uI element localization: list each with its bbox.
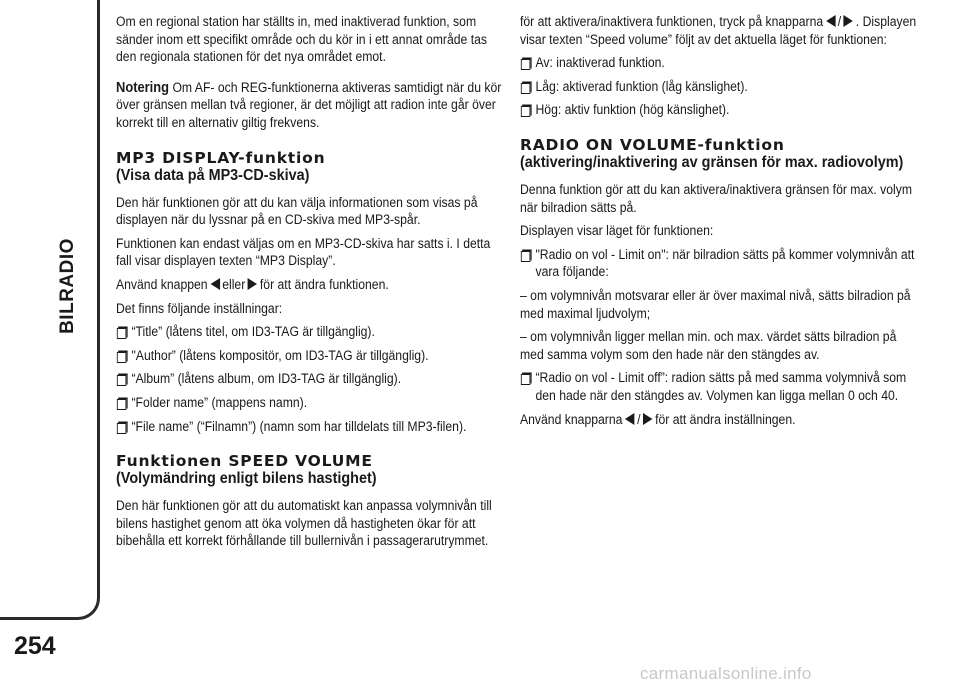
list-item: Hög: aktiv funktion (hög känslighet). <box>520 102 919 120</box>
checkbox-bullet-icon <box>521 374 530 385</box>
mp3-heading: MP3 DISPLAY-funktion <box>116 148 326 167</box>
mp3-subheading: (Visa data på MP3-CD-skiva) <box>116 166 310 184</box>
speed-volume-heading: Funktionen SPEED VOLUME <box>116 452 373 471</box>
radio-on-volume-heading: RADIO ON VOLUME-funktion <box>520 135 785 154</box>
checkbox-bullet-icon <box>521 59 530 70</box>
list-item: “File name” (“Filnamn”) (namn som har tilldelats till MP3-filen). <box>116 419 505 437</box>
arrow-right-icon <box>248 278 257 290</box>
checkbox-bullet-icon <box>117 352 126 363</box>
radio-on-volume-subheading: (aktivering/inaktivering av gränsen för max. radiovolym) <box>520 153 904 171</box>
checkbox-bullet-icon <box>117 423 126 434</box>
list-item: Av: inaktiverad funktion. <box>520 55 919 73</box>
list-item: “Album” (låtens album, om ID3-TAG är tillgänglig). <box>116 371 505 389</box>
mp3-paragraph-2: Funktionen kan endast väljas om en MP3-CD-skiva har satts i. I detta fall visar displayen texten “MP3 Display”. <box>116 235 491 270</box>
checkbox-bullet-icon <box>117 328 126 339</box>
mp3-paragraph-1: Den här funktionen gör att du kan välja informationen som visas på displayen när du lyssnar på en CD-skiva med MP3-spår. <box>116 194 478 229</box>
list-item: "Author” (låtens kompositör, om ID3-TAG är tillgänglig). <box>116 348 505 366</box>
radio-on-volume-dash-2: – om volymnivån ligger mellan min. och max. värdet sätts bilradion på med samma volym som den hade när den stängdes av. <box>520 329 897 363</box>
checkbox-bullet-icon <box>117 399 126 410</box>
mp3-paragraph-3: Använd knappen eller för att ändra funktionen. <box>116 276 389 293</box>
note-text: Om AF- och REG-funktionerna aktiveras samtidigt när du kör över gränsen mellan två regioner, är det möjligt att radion inte går över korrekt till en alternativ giltig frekvens. <box>116 79 502 131</box>
list-item: “Radio on vol - Limit off”: radion sätts på med samma volymnivå som den hade när den stängdes av. Volymen kan ligga mellan 0 och 40. <box>520 370 919 405</box>
radio-on-volume-paragraph-1: Denna funktion gör att du kan aktivera/inaktivera gränsen för max. volym när bilradion sätts på. <box>520 181 912 216</box>
right-column <box>520 14 920 435</box>
left-column <box>116 14 506 557</box>
list-item: “Folder name” (mappens namn). <box>116 395 505 413</box>
note-paragraph <box>116 79 505 133</box>
watermark: carmanualsonline.info <box>640 664 812 683</box>
list-item: Låg: aktiverad funktion (låg känslighet). <box>520 79 919 97</box>
page-number: 254 <box>14 632 56 660</box>
speed-volume-paragraph-2: för att aktivera/inaktivera funktionen, tryck på knapparna / . Displayen visar texten “Speed volume” följt av det aktuella läget för funktionen: <box>520 14 917 48</box>
section-label: BILRADIO <box>57 238 79 334</box>
arrow-right-icon <box>643 413 652 425</box>
speed-volume-paragraph-1: Den här funktionen gör att du automatiskt kan anpassa volymnivån till bilens hastighet genom att öka volymen då hastigheten ökar för att bibehålla ett korrekt förhållande till bullernivån i passagerarutrymmet. <box>116 498 492 550</box>
checkbox-bullet-icon <box>117 375 126 386</box>
checkbox-bullet-icon <box>521 251 530 262</box>
radio-on-volume-paragraph-3: Använd knapparna / för att ändra inställningen. <box>520 411 796 428</box>
arrow-left-icon <box>826 15 835 27</box>
list-item: "Radio on vol - Limit on": när bilradion sätts på kommer volymnivån att vara följande: <box>520 247 919 282</box>
radio-on-volume-dash-1: – om volymnivån motsvarar eller är över maximal nivå, sätts bilradion på med maximal ljudvolym; <box>520 287 911 322</box>
arrow-left-icon <box>625 413 634 425</box>
intro-paragraph: Om en regional station har ställts in, med inaktiverad funktion, som sänder inom ett specifikt område och du kör in i ett annat område tas den regionala stationen för det nya området emot. <box>116 14 487 66</box>
checkbox-bullet-icon <box>521 106 530 117</box>
list-item: “Title” (låtens titel, om ID3-TAG är tillgänglig). <box>116 324 505 342</box>
arrow-right-icon <box>844 15 853 27</box>
checkbox-bullet-icon <box>521 83 530 94</box>
arrow-left-icon <box>210 278 219 290</box>
mp3-paragraph-4: Det finns följande inställningar: <box>116 300 283 317</box>
note-label: Notering <box>116 78 170 96</box>
radio-on-volume-paragraph-2: Displayen visar läget för funktionen: <box>520 223 714 240</box>
speed-volume-subheading: (Volymändring enligt bilens hastighet) <box>116 470 377 488</box>
